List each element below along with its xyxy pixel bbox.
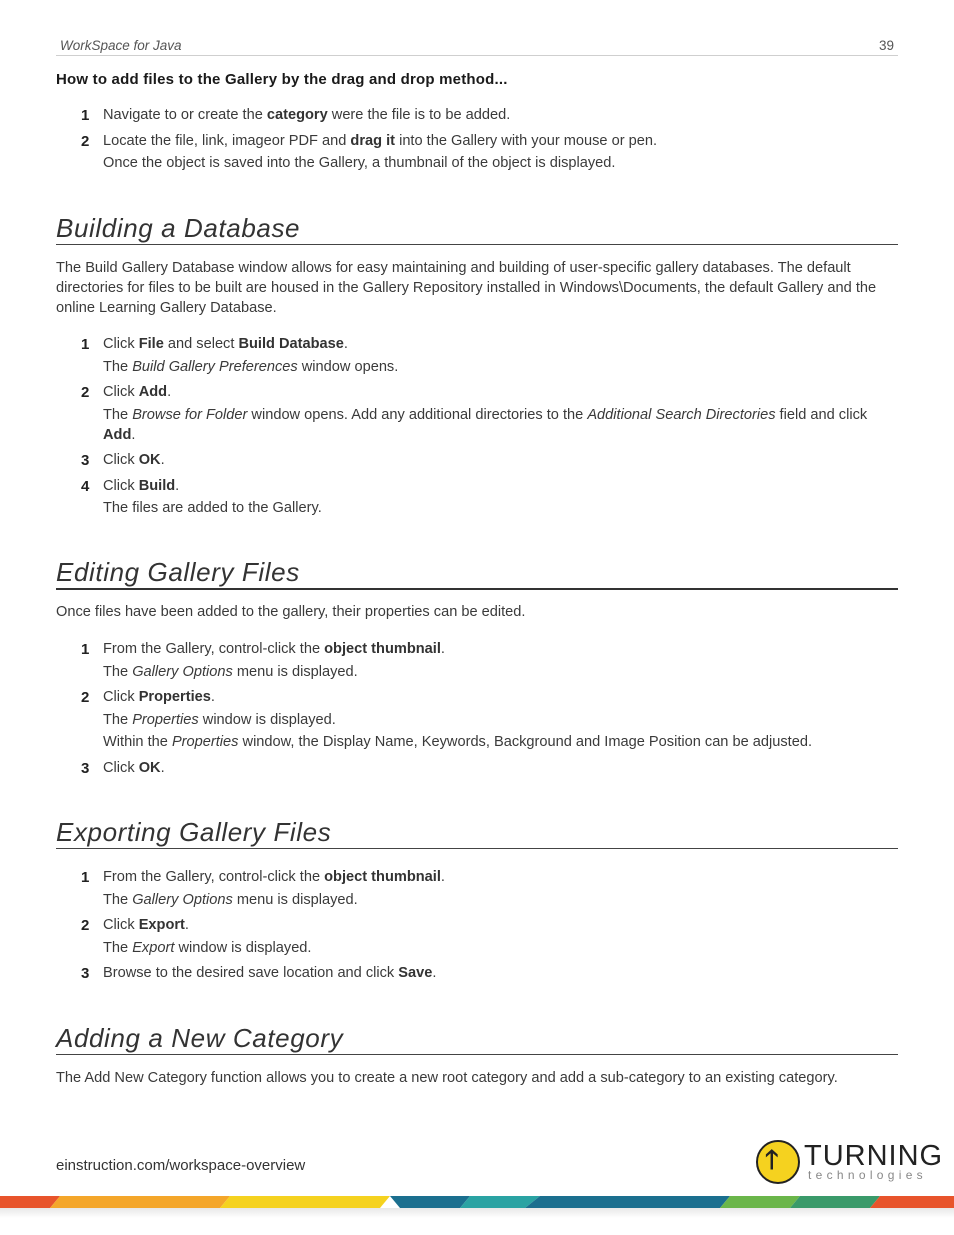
section-heading-editing: Editing Gallery Files xyxy=(56,557,898,590)
stripe-segment xyxy=(0,1196,60,1208)
document-page: WorkSpace for Java 39 How to add files to the Gallery by the drag and drop method... 1 Navigate to or create the category were the file is to be added. 2 Locate the file, link, imageor PDF and drag it into the Gallery with your mouse or pen. Once the object is saved into the Gallery, a thumbnail of the object is displayed. Building a Database The Build Gallery Database window allows for easy maintaining and building of user-specific gallery databases. The default directories for files to be built are housed in the Gallery Repository installed in Windows\Documents, the default Gallery and the online Learning Gallery Database. 1 Click File and select Build Database. The Build Gallery Preferences window opens. 2 Click Add. The Browse for Folder window opens. Add any additional directories to the Additional Search Directories field and click Add. 3 Click OK. 4 Click Build. The files are added to the Gallery. Editing Gallery Files Once files have been added to the gallery, their properties can be edited. 1 From the Gallery, control-click the object thumbnail. The Gallery Options menu is displayed. 2 Click Properties. The Properties window is displayed. Within the Properties window, the Display Name, Keywords, Background and Image Position can be adjusted. 3 Click OK. Exporting Gallery Files 1 From the Gallery, control-click the object thumbnail. The Gallery Options menu is displayed. 2 Click Export. The Export window is displayed. 3 Browse to the desired save location and click Save. Adding a New Category The Add New Category function allows you to create a new root category and add a sub-category to an existing category. einstruction.com/workspace-overview 🡑 TURNING technologies xyxy=(0,0,954,1235)
footer-color-stripe xyxy=(0,1196,954,1208)
section-heading-adding: Adding a New Category xyxy=(56,1023,898,1055)
stripe-segment xyxy=(390,1196,470,1208)
adding-paragraph: The Add New Category function allows you to create a new root category and add a sub-category to an existing category. xyxy=(56,1070,838,1086)
section-heading-building: Building a Database xyxy=(56,213,898,245)
header-title: WorkSpace for Java xyxy=(60,38,182,53)
page-number: 39 xyxy=(878,38,894,53)
page-header xyxy=(56,37,898,56)
logo-arrow-icon: 🡑 xyxy=(765,1144,779,1174)
stripe-segment xyxy=(720,1196,800,1208)
stripe-segment xyxy=(870,1196,954,1208)
footer-url[interactable]: einstruction.com/workspace-overview xyxy=(56,1157,306,1174)
building-paragraph: The Build Gallery Database window allows for easy maintaining and building of user-specific gallery databases. The default directories for files to be built are housed in the Gallery Repository installed in Windows\Documents, the default Gallery and the online Learning Gallery Database. xyxy=(56,260,877,316)
drag-drop-heading: How to add files to the Gallery by the drag and drop method... xyxy=(56,71,508,88)
editing-paragraph: Once files have been added to the gallery, their properties can be edited. xyxy=(56,604,526,620)
footer-shadow xyxy=(0,1208,954,1218)
stripe-segment xyxy=(220,1196,390,1208)
turning-logo: 🡑 TURNING technologies xyxy=(756,1140,931,1188)
stripe-segment xyxy=(790,1196,880,1208)
stripe-segment xyxy=(525,1196,730,1208)
section-heading-exporting: Exporting Gallery Files xyxy=(56,817,898,849)
stripe-segment xyxy=(50,1196,230,1208)
